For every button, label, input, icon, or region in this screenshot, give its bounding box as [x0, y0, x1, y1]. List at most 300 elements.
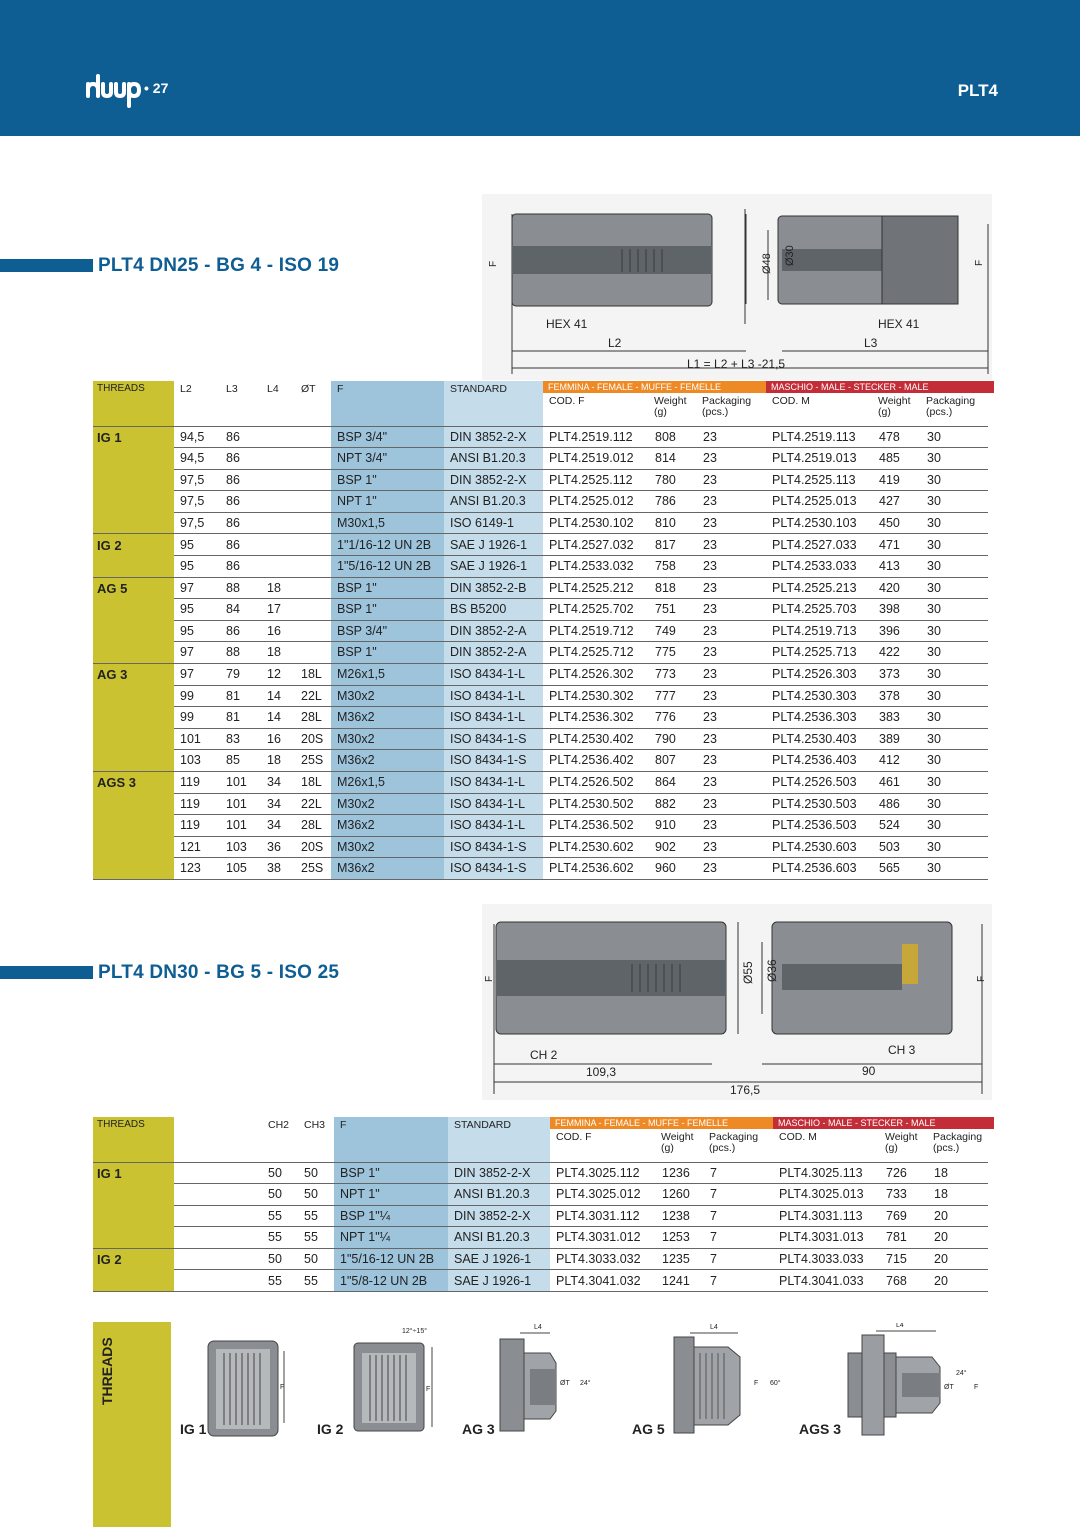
cell-l2: 97,5 [174, 491, 220, 513]
cell-codf: PLT4.3025.112 [550, 1162, 656, 1184]
cell-f: BSP 3/4" [331, 620, 444, 642]
cell-codm: PLT4.2525.013 [766, 491, 873, 513]
table-row [93, 577, 988, 599]
dim-d55: Ø55 [741, 961, 755, 984]
cell-wm: 373 [873, 664, 921, 686]
table-row [93, 448, 988, 470]
cell-l3: 101 [220, 772, 261, 794]
cell-pf: 7 [704, 1162, 773, 1184]
cell-blank [174, 1270, 262, 1292]
male-subheader [773, 1129, 988, 1153]
cell-l3: 88 [220, 642, 261, 664]
cell-f: M26x1,5 [331, 664, 444, 686]
col-f: F [334, 1117, 448, 1162]
cell-thread [93, 642, 174, 664]
cell-pf: 7 [704, 1270, 773, 1292]
cell-std: DIN 3852-2-A [444, 620, 543, 642]
cell-pm: 30 [921, 491, 988, 513]
cell-thread [93, 707, 174, 729]
cell-wm: 422 [873, 642, 921, 664]
cell-codm: PLT4.2525.703 [766, 599, 873, 621]
female-group [550, 1117, 773, 1162]
cell-l3: 81 [220, 707, 261, 729]
cell-l2: 119 [174, 815, 220, 837]
cell-codf: PLT4.2525.712 [543, 642, 649, 664]
cell-wm: 478 [873, 426, 921, 448]
cell-codf: PLT4.3041.032 [550, 1270, 656, 1292]
cell-ot: 25S [295, 750, 331, 772]
cell-wf: 1241 [656, 1270, 704, 1292]
table-row [93, 1184, 988, 1206]
page-number: • 27 [144, 80, 169, 96]
cell-pf: 23 [697, 512, 766, 534]
col-cod-f: COD. F [549, 395, 585, 407]
cell-std: ISO 6149-1 [444, 512, 543, 534]
cell-l3: 86 [220, 620, 261, 642]
col-weight-f: Weight [654, 395, 687, 407]
cell-thread [93, 620, 174, 642]
table-row [93, 426, 988, 448]
cell-pf: 23 [697, 642, 766, 664]
cell-wm: 565 [873, 858, 921, 880]
cell-wf: 810 [649, 512, 697, 534]
cell-pf: 23 [697, 620, 766, 642]
cell-pm: 30 [921, 685, 988, 707]
cell-pf: 23 [697, 793, 766, 815]
cell-pm: 30 [921, 815, 988, 837]
cell-ch3: 55 [298, 1205, 334, 1227]
cell-pf: 23 [697, 664, 766, 686]
cell-codm: PLT4.2519.013 [766, 448, 873, 470]
cell-std: ANSI B1.20.3 [444, 448, 543, 470]
col-pack-unit-m: (pcs.) [926, 405, 953, 418]
cell-l4: 18 [261, 750, 295, 772]
cell-std: DIN 3852-2-X [444, 469, 543, 491]
cell-std: SAE J 1926-1 [444, 534, 543, 556]
cell-pm: 30 [921, 793, 988, 815]
cell-f: M30x2 [331, 728, 444, 750]
cell-f: M30x2 [331, 685, 444, 707]
dim-d48: Ø48 [761, 253, 773, 274]
cell-ot [295, 599, 331, 621]
cell-ot [295, 642, 331, 664]
cell-l2: 95 [174, 534, 220, 556]
ig2-f: F [426, 1386, 431, 1393]
dim-l3: L3 [864, 336, 878, 350]
cell-l4 [261, 469, 295, 491]
cell-l2: 97 [174, 577, 220, 599]
thread-ag3-label: AG 3 [462, 1421, 495, 1437]
table-row [93, 1162, 988, 1184]
cell-codf: PLT4.2536.502 [543, 815, 649, 837]
cell-pf: 23 [697, 858, 766, 880]
dim-176: 176,5 [730, 1083, 761, 1097]
table-row [93, 1205, 988, 1227]
cell-std: DIN 3852-2-X [444, 426, 543, 448]
cell-pf: 23 [697, 491, 766, 513]
cell-codf: PLT4.3033.032 [550, 1248, 656, 1270]
cell-pf: 7 [704, 1184, 773, 1206]
cell-ot: 22L [295, 685, 331, 707]
dn25-table-body [93, 426, 988, 879]
cell-codf: PLT4.2526.302 [543, 664, 649, 686]
ag3-ot: ØT [560, 1380, 570, 1387]
table-row [93, 685, 988, 707]
ags3-f: F [974, 1384, 979, 1391]
cell-pf: 7 [704, 1205, 773, 1227]
cell-ot: 18L [295, 772, 331, 794]
col-f: F [331, 381, 444, 426]
cell-wf: 808 [649, 426, 697, 448]
cell-thread: IG 2 [93, 1248, 174, 1270]
cell-f: BSP 1" [331, 469, 444, 491]
cell-codf: PLT4.2530.602 [543, 836, 649, 858]
female-header: FEMMINA - FEMALE - MUFFE - FEMELLE [550, 1117, 779, 1129]
cell-f: NPT 1" [334, 1184, 448, 1206]
cell-pf: 23 [697, 728, 766, 750]
cell-std: DIN 3852-2-X [448, 1162, 550, 1184]
cell-thread [93, 836, 174, 858]
col-weight-unit-f: (g) [661, 1141, 674, 1154]
cell-wf: 902 [649, 836, 697, 858]
cell-pf: 23 [697, 599, 766, 621]
cell-wf: 758 [649, 556, 697, 578]
cell-ot: 28L [295, 815, 331, 837]
cell-l2: 97,5 [174, 512, 220, 534]
cell-ot [295, 620, 331, 642]
cell-ch2: 50 [262, 1248, 298, 1270]
table-row [93, 534, 988, 556]
cell-l3: 86 [220, 512, 261, 534]
cell-ot: 25S [295, 858, 331, 880]
cell-pf: 23 [697, 448, 766, 470]
cell-f: M36x2 [331, 815, 444, 837]
cell-codm: PLT4.3031.113 [773, 1205, 880, 1227]
cell-f: BSP 1" [331, 577, 444, 599]
col-pack-unit-f: (pcs.) [709, 1141, 736, 1154]
dim-ch3: CH 3 [888, 1043, 916, 1057]
page-header [0, 0, 1080, 136]
cell-codf: PLT4.2525.702 [543, 599, 649, 621]
male-group [773, 1117, 988, 1162]
dim-d36: Ø36 [765, 959, 779, 982]
cell-wf: 749 [649, 620, 697, 642]
cell-codm: PLT4.2536.603 [766, 858, 873, 880]
cell-wf: 817 [649, 534, 697, 556]
ag5-angle: 60° [770, 1380, 781, 1387]
female-subheader [550, 1129, 773, 1153]
section-marker [0, 259, 93, 272]
cell-pm: 30 [921, 707, 988, 729]
col-cod-f: COD. F [556, 1131, 592, 1143]
cell-thread: AGS 3 [93, 772, 174, 794]
cell-l3: 84 [220, 599, 261, 621]
male-header: MASCHIO - MALE - STECKER - MALE [773, 1117, 994, 1129]
cell-l4: 12 [261, 664, 295, 686]
cell-pf: 23 [697, 534, 766, 556]
cell-ot [295, 448, 331, 470]
cell-thread [93, 599, 174, 621]
cell-l2: 123 [174, 858, 220, 880]
cell-blank [174, 1227, 262, 1249]
cell-codm: PLT4.2526.503 [766, 772, 873, 794]
cell-std: ISO 8434-1-S [444, 836, 543, 858]
table-row [93, 728, 988, 750]
cell-ot: 20S [295, 728, 331, 750]
col-ot: ØT [295, 381, 331, 426]
thread-ags3-label: AGS 3 [799, 1421, 842, 1437]
cell-wf: 1238 [656, 1205, 704, 1227]
cell-codf: PLT4.2530.302 [543, 685, 649, 707]
cell-thread [93, 448, 174, 470]
dim-f-left: F [488, 260, 499, 267]
cell-f: 1"1/16-12 UN 2B [331, 534, 444, 556]
cell-std: SAE J 1926-1 [448, 1270, 550, 1292]
table-header [93, 1117, 988, 1162]
cell-l4: 18 [261, 577, 295, 599]
cell-std: DIN 3852-2-A [444, 642, 543, 664]
cell-l3: 86 [220, 534, 261, 556]
cell-ch3: 55 [298, 1270, 334, 1292]
ag5-f: F [754, 1380, 759, 1387]
table-row [93, 750, 988, 772]
cell-ch2: 55 [262, 1227, 298, 1249]
cell-l2: 95 [174, 599, 220, 621]
table-row [93, 556, 988, 578]
cell-codf: PLT4.2526.502 [543, 772, 649, 794]
dim-ch2: CH 2 [530, 1048, 558, 1062]
thread-ag3-drawing [490, 1323, 610, 1443]
cell-std: ANSI B1.20.3 [448, 1227, 550, 1249]
ig2-angle: 12°÷15° [402, 1328, 428, 1335]
cell-ch3: 50 [298, 1184, 334, 1206]
cell-l4: 17 [261, 599, 295, 621]
cell-l3: 86 [220, 469, 261, 491]
cell-f: BSP 1" [334, 1162, 448, 1184]
cell-codf: PLT4.3025.012 [550, 1184, 656, 1206]
cell-wf: 960 [649, 858, 697, 880]
cell-wm: 398 [873, 599, 921, 621]
cell-std: ISO 8434-1-S [444, 728, 543, 750]
cell-codm: PLT4.2525.213 [766, 577, 873, 599]
ig1-f: F [280, 1384, 285, 1391]
cell-wm: 726 [880, 1162, 928, 1184]
dim-l2: L2 [608, 336, 622, 350]
cell-pm: 18 [928, 1162, 988, 1184]
cell-l4 [261, 426, 295, 448]
table-row [93, 512, 988, 534]
cell-codm: PLT4.3031.013 [773, 1227, 880, 1249]
cell-wf: 786 [649, 491, 697, 513]
cell-std: SAE J 1926-1 [444, 556, 543, 578]
cell-codm: PLT4.2533.033 [766, 556, 873, 578]
header-title: PLT4 [957, 81, 998, 100]
cell-l3: 86 [220, 448, 261, 470]
ag3-angle: 24° [580, 1380, 591, 1387]
cell-std: ANSI B1.20.3 [448, 1184, 550, 1206]
cell-pm: 30 [921, 858, 988, 880]
brand-logo [86, 74, 146, 108]
cell-codf: PLT4.2525.012 [543, 491, 649, 513]
cell-l4: 14 [261, 707, 295, 729]
cell-pf: 23 [697, 685, 766, 707]
cell-codf: PLT4.2533.032 [543, 556, 649, 578]
cell-l3: 86 [220, 426, 261, 448]
cell-l2: 121 [174, 836, 220, 858]
dn25-drawing [482, 194, 992, 380]
cell-wf: 775 [649, 642, 697, 664]
cell-l4: 36 [261, 836, 295, 858]
dim-90: 90 [862, 1064, 876, 1078]
female-group [543, 381, 766, 426]
table-row [93, 1248, 988, 1270]
cell-thread [93, 1184, 174, 1206]
cell-pm: 20 [928, 1227, 988, 1249]
col-weight-m: Weight [878, 395, 911, 407]
thread-ags3-drawing [846, 1323, 986, 1443]
cell-l4: 34 [261, 772, 295, 794]
cell-thread [93, 1205, 174, 1227]
cell-thread [93, 469, 174, 491]
cell-wf: 1236 [656, 1162, 704, 1184]
col-weight-m: Weight [885, 1131, 918, 1143]
cell-l3: 85 [220, 750, 261, 772]
cell-l2: 95 [174, 620, 220, 642]
cell-ot [295, 534, 331, 556]
cell-wm: 733 [880, 1184, 928, 1206]
male-subheader [766, 393, 988, 417]
cell-thread [93, 728, 174, 750]
cell-ot [295, 556, 331, 578]
cell-pf: 23 [697, 469, 766, 491]
cell-thread [93, 793, 174, 815]
cell-pm: 20 [928, 1205, 988, 1227]
cell-pf: 23 [697, 556, 766, 578]
cell-codm: PLT4.2530.303 [766, 685, 873, 707]
dn30-table [93, 1117, 988, 1292]
cell-l4: 18 [261, 642, 295, 664]
thread-ig2-drawing [338, 1323, 448, 1443]
cell-f: BSP 3/4" [331, 426, 444, 448]
cell-l3: 105 [220, 858, 261, 880]
table-row [93, 707, 988, 729]
cell-f: 1"5/16-12 UN 2B [331, 556, 444, 578]
cell-l2: 97 [174, 642, 220, 664]
cell-l3: 83 [220, 728, 261, 750]
cell-l4: 14 [261, 685, 295, 707]
col-pack-f: Packaging [702, 395, 752, 407]
cell-l4 [261, 534, 295, 556]
cell-l2: 119 [174, 793, 220, 815]
cell-codm: PLT4.2536.503 [766, 815, 873, 837]
dn25-table [93, 381, 988, 880]
cell-wm: 396 [873, 620, 921, 642]
cell-codm: PLT4.2536.403 [766, 750, 873, 772]
cell-std: ISO 8434-1-L [444, 815, 543, 837]
table-row [93, 642, 988, 664]
cell-f: M26x1,5 [331, 772, 444, 794]
cell-thread [93, 556, 174, 578]
cell-codm: PLT4.2536.303 [766, 707, 873, 729]
cell-wf: 1253 [656, 1227, 704, 1249]
cell-ch3: 50 [298, 1248, 334, 1270]
cell-std: ISO 8434-1-L [444, 793, 543, 815]
cell-pm: 30 [921, 577, 988, 599]
col-weight-unit-f: (g) [654, 405, 667, 418]
table-row [93, 1270, 988, 1292]
cell-pm: 30 [921, 836, 988, 858]
cell-wf: 751 [649, 599, 697, 621]
cell-wm: 420 [873, 577, 921, 599]
cell-codf: PLT4.2530.402 [543, 728, 649, 750]
cell-codm: PLT4.3025.013 [773, 1184, 880, 1206]
cell-l2: 103 [174, 750, 220, 772]
cell-wf: 776 [649, 707, 697, 729]
cell-codf: PLT4.2536.302 [543, 707, 649, 729]
cell-std: ISO 8434-1-S [444, 858, 543, 880]
threads-legend-label: THREADS [99, 1337, 115, 1405]
cell-wf: 864 [649, 772, 697, 794]
dim-hex-right: HEX 41 [878, 317, 920, 331]
cell-pm: 30 [921, 750, 988, 772]
cell-wf: 777 [649, 685, 697, 707]
cell-wm: 503 [873, 836, 921, 858]
col-standard: STANDARD [448, 1117, 550, 1162]
cell-wm: 383 [873, 707, 921, 729]
cell-wm: 715 [880, 1248, 928, 1270]
cell-std: DIN 3852-2-B [444, 577, 543, 599]
table-row [93, 772, 988, 794]
cell-wm: 427 [873, 491, 921, 513]
cell-f: BSP 1" [331, 642, 444, 664]
col-ch3: CH3 [298, 1117, 334, 1162]
table-header [93, 381, 988, 426]
cell-l2: 97 [174, 664, 220, 686]
cell-thread: IG 1 [93, 1162, 174, 1184]
cell-thread: IG 1 [93, 426, 174, 448]
cell-codm: PLT4.2519.713 [766, 620, 873, 642]
cell-f: M36x2 [331, 750, 444, 772]
dim-hex-left: HEX 41 [546, 317, 588, 331]
cell-thread [93, 491, 174, 513]
cell-pf: 23 [697, 772, 766, 794]
table-row [93, 836, 988, 858]
dim-f-right: F [974, 259, 985, 266]
cell-pf: 23 [697, 836, 766, 858]
cell-ch2: 55 [262, 1270, 298, 1292]
cell-ot [295, 491, 331, 513]
cell-codm: PLT4.3025.113 [773, 1162, 880, 1184]
cell-codm: PLT4.2519.113 [766, 426, 873, 448]
cell-f: M30x2 [331, 793, 444, 815]
cell-thread: IG 2 [93, 534, 174, 556]
col-weight-unit-m: (g) [878, 405, 891, 418]
cell-codm: PLT4.2527.033 [766, 534, 873, 556]
cell-l2: 97,5 [174, 469, 220, 491]
cell-codf: PLT4.3031.012 [550, 1227, 656, 1249]
cell-codf: PLT4.2527.032 [543, 534, 649, 556]
cell-ot [295, 469, 331, 491]
cell-wm: 461 [873, 772, 921, 794]
cell-ch2: 50 [262, 1184, 298, 1206]
cell-wm: 524 [873, 815, 921, 837]
cell-wm: 769 [880, 1205, 928, 1227]
cell-l4: 16 [261, 728, 295, 750]
cell-f: M30x1,5 [331, 512, 444, 534]
col-pack-m: Packaging [926, 395, 976, 407]
cell-std: DIN 3852-2-X [448, 1205, 550, 1227]
col-threads: THREADS [93, 381, 174, 426]
